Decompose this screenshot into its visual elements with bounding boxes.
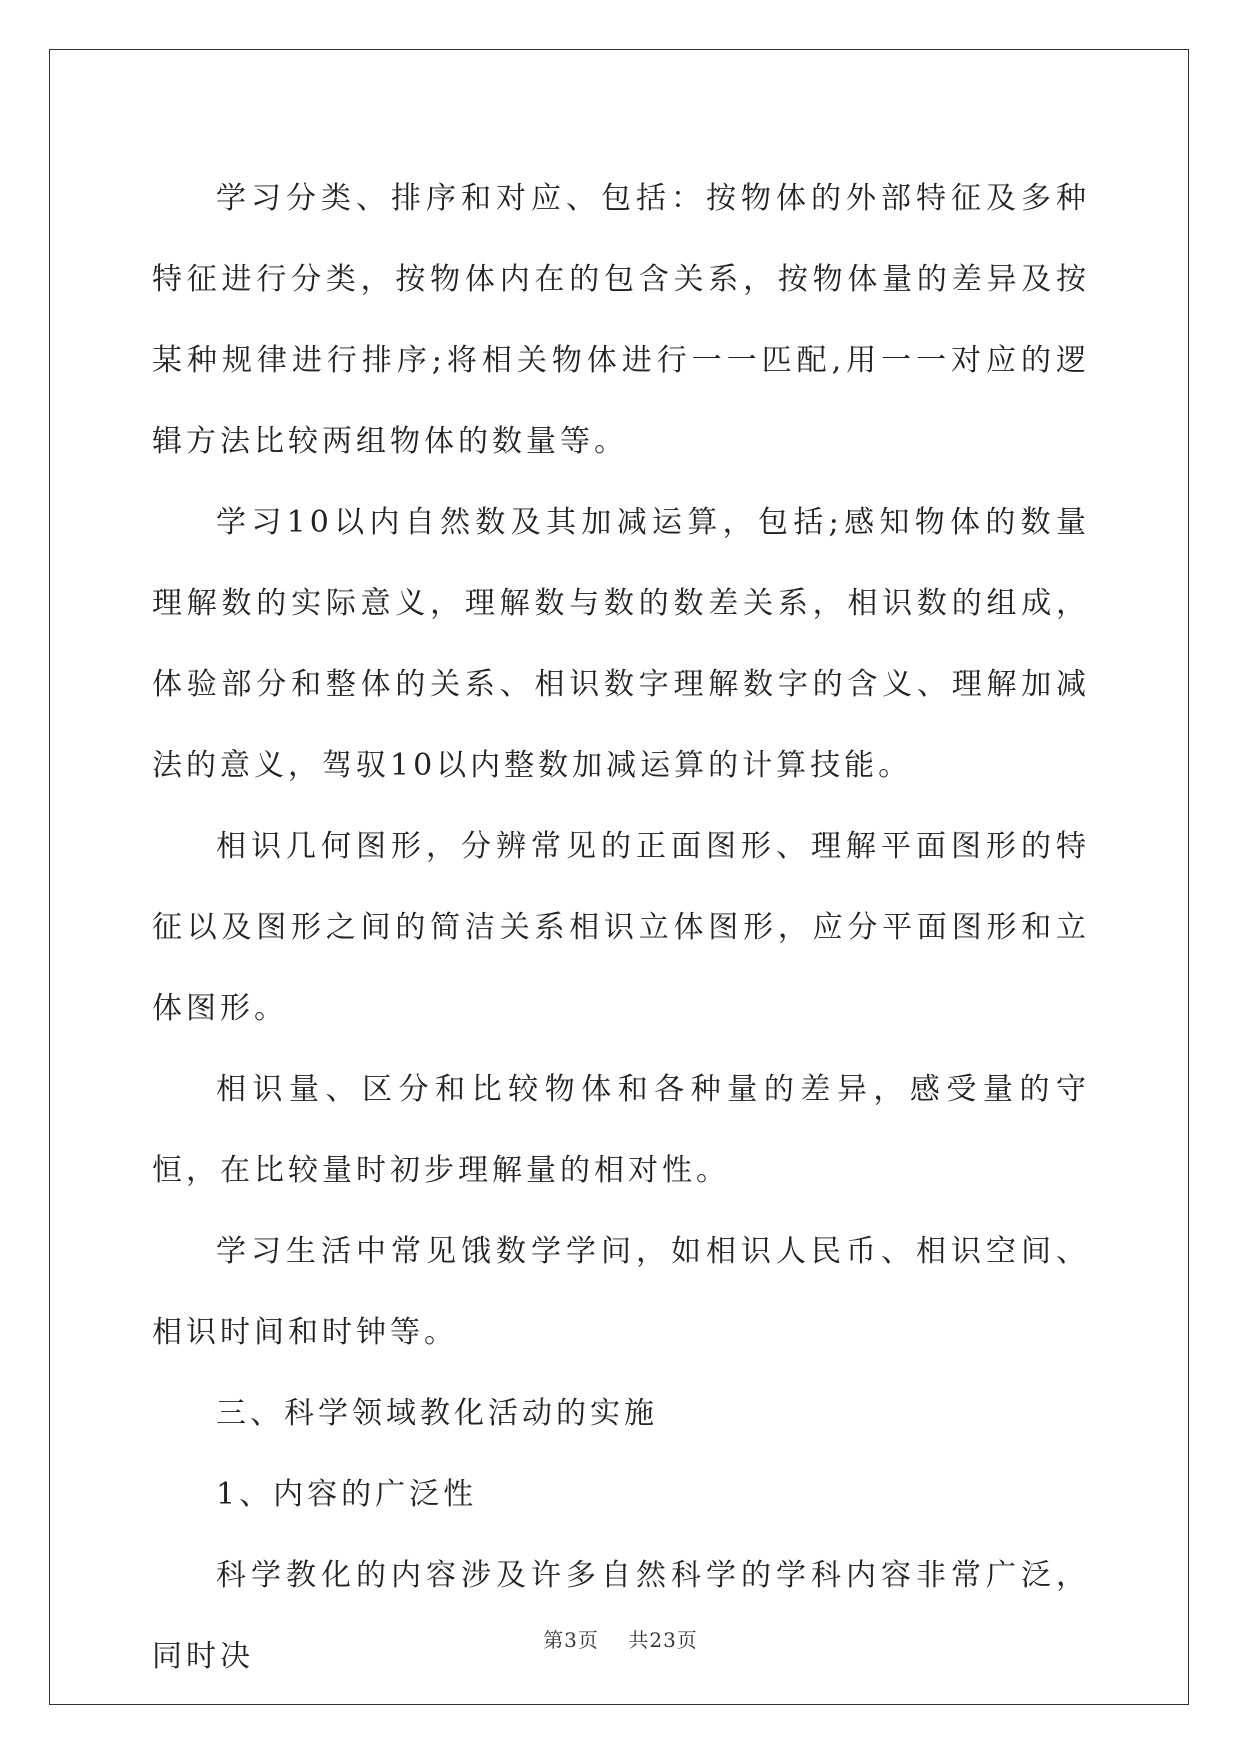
paragraph-content-breadth: 科学教化的内容涉及许多自然科学的学科内容非常广泛，同时决 [152,1558,1090,1674]
section-heading: 三、科学领域教化活动的实施 [216,1396,658,1431]
paragraph-geometry: 相识几何图形，分辨常见的正面图形、理解平面图形的特征以及图形之间的简洁关系相识立体图形，应分平面图形和立体图形。 [152,829,1090,1026]
subsection-heading: 1、内容的广泛性 [216,1477,478,1512]
paragraph-daily-math: 学习生活中常见饿数学学问，如相识人民币、相识空间、相识时间和时钟等。 [152,1234,1090,1350]
page-total: 共23页 [628,1628,698,1652]
document-body [152,158,1090,1697]
page-footer [0,1624,1241,1653]
paragraph-classification: 学习分类、排序和对应、包括：按物体的外部特征及多种特征进行分类，按物体内在的包含关系，按物体量的差异及按某种规律进行排序;将相关物体进行一一匹配,用一一对应的逻辑方法比较两组物体的数量等。 [152,181,1090,459]
page-number: 第3页 [543,1628,599,1652]
paragraph-numbers: 学习10以内自然数及其加减运算，包括;感知物体的数量理解数的实际意义，理解数与数的数差关系，相识数的组成，体验部分和整体的关系、相识数字理解数字的含义、理解加减法的意义，驾驭10以内整数加减运算的计算技能。 [152,505,1090,783]
paragraph-measurement: 相识量、区分和比较物体和各种量的差异，感受量的守恒，在比较量时初步理解量的相对性。 [152,1072,1090,1188]
